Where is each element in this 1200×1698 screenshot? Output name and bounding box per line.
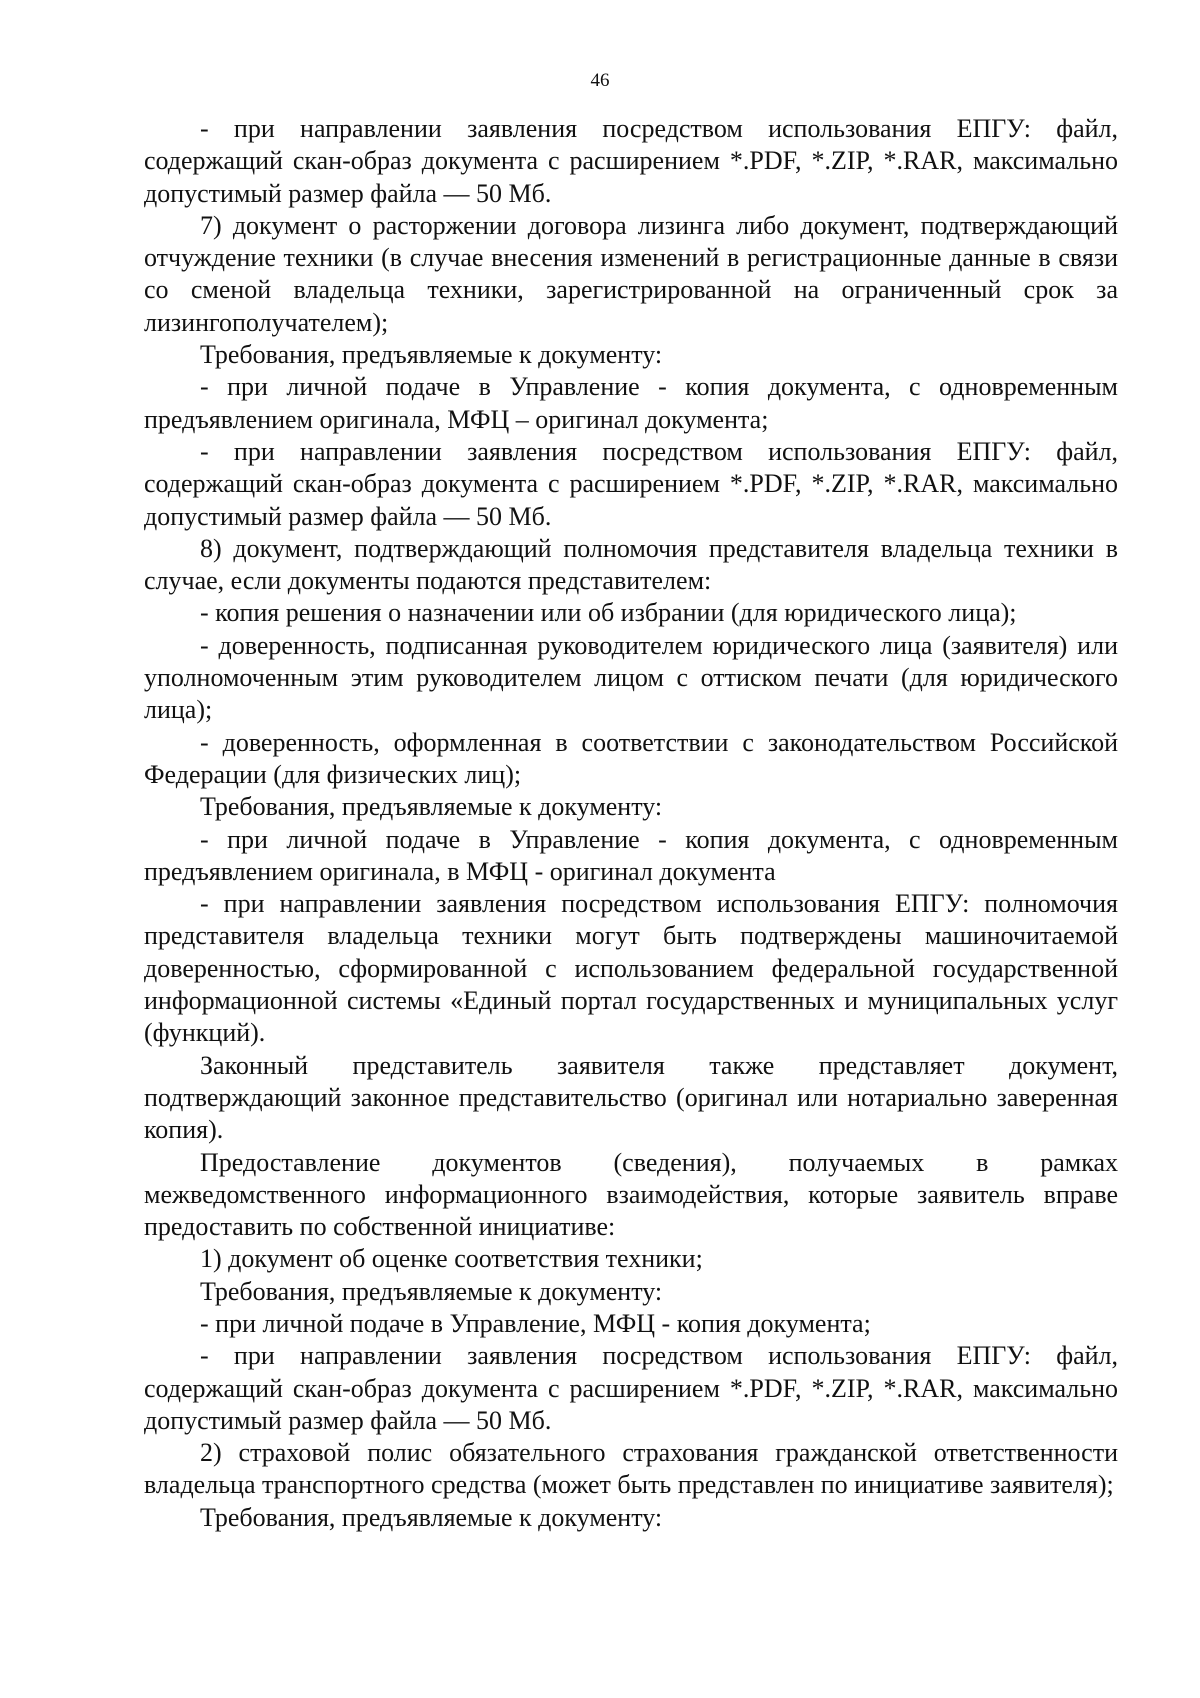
paragraph-requirements-heading-2: Требования, предъявляемые к документу: [200,792,663,822]
paragraph-requirements-heading-1: Требования, предъявляемые к документу: [200,340,663,370]
document-body [144,113,1118,1534]
paragraph-requirements-heading-4: Требования, предъявляемые к документу: [200,1502,663,1532]
paragraph-item-7-leasing: 7) документ о расторжении договора лизинга либо документ, подтверждающий отчуждение техники (в случае внесения изменений в регистрационные данные в связи со сменой владельца техники, зарегистрированной на ограниченный срок за лизингополучателем); [144,210,1118,337]
paragraph-epgu-file-3: - при направлении заявления посредством использования ЕПГУ: файл, содержащий скан-образ документа с расширением *.PDF, *.ZIP, *.RAR, максимально допустимый размер файла — 50 Мб. [144,1341,1118,1435]
paragraph-item-2-insurance: 2) страховой полис обязательного страхования гражданской ответственности владельца транспортного средства (может быть представлен по инициативе заявителя); [144,1438,1118,1500]
paragraph-epgu-machine-readable: - при направлении заявления посредством использования ЕПГУ: полномочия представителя владельца техники могут быть подтверждены машиночитаемой доверенностью, сформированной с использованием федеральной государственной информационной системы «Единый портал государственных и муниципальных услуг (функций). [144,889,1118,1048]
paragraph-personal-submission-2: - при личной подаче в Управление - копия документа, с одновременным предъявлением оригинала, в МФЦ - оригинал документа [144,824,1118,886]
paragraph-requirements-heading-3: Требования, предъявляемые к документу: [200,1276,663,1306]
paragraph-item-1-conformity: 1) документ об оценке соответствия техники; [200,1244,703,1274]
paragraph-epgu-file-1: - при направлении заявления посредством использования ЕПГУ: файл, содержащий скан-образ документа с расширением *.PDF, *.ZIP, *.RAR, максимально допустимый размер файла — 50 Мб. [144,114,1118,208]
paragraph-personal-submission-3: - при личной подаче в Управление, МФЦ - копия документа; [200,1308,871,1338]
paragraph-personal-submission-1: - при личной подаче в Управление - копия документа, с одновременным предъявлением оригинала, МФЦ – оригинал документа; [144,372,1118,434]
paragraph-epgu-file-2: - при направлении заявления посредством использования ЕПГУ: файл, содержащий скан-образ документа с расширением *.PDF, *.ZIP, *.RAR, максимально допустимый размер файла — 50 Мб. [144,436,1118,531]
paragraph-legal-representative: Законный представитель заявителя также представляет документ, подтверждающий законное представительство (оригинал или нотариально заверенная копия). [144,1050,1118,1145]
paragraph-interagency-documents: Предоставление документов (сведения), получаемых в рамках межведомственного информационного взаимодействия, которые заявитель вправе предоставить по собственной инициативе: [144,1147,1118,1242]
paragraph-item-8-representative: 8) документ, подтверждающий полномочия представителя владельца техники в случае, если документы подаются представителем: [144,533,1118,596]
paragraph-power-of-attorney-legal: - доверенность, подписанная руководителем юридического лица (заявителя) или уполномоченным этим руководителем лицом с оттиском печати (для юридического лица); [144,630,1118,725]
paragraph-power-of-attorney-individual: - доверенность, оформленная в соответствии с законодательством Российской Федерации (для физических лиц); [144,727,1118,789]
paragraph-decision-copy: - копия решения о назначении или об избрании (для юридического лица); [200,598,1017,628]
page-number: 46 [590,70,610,91]
